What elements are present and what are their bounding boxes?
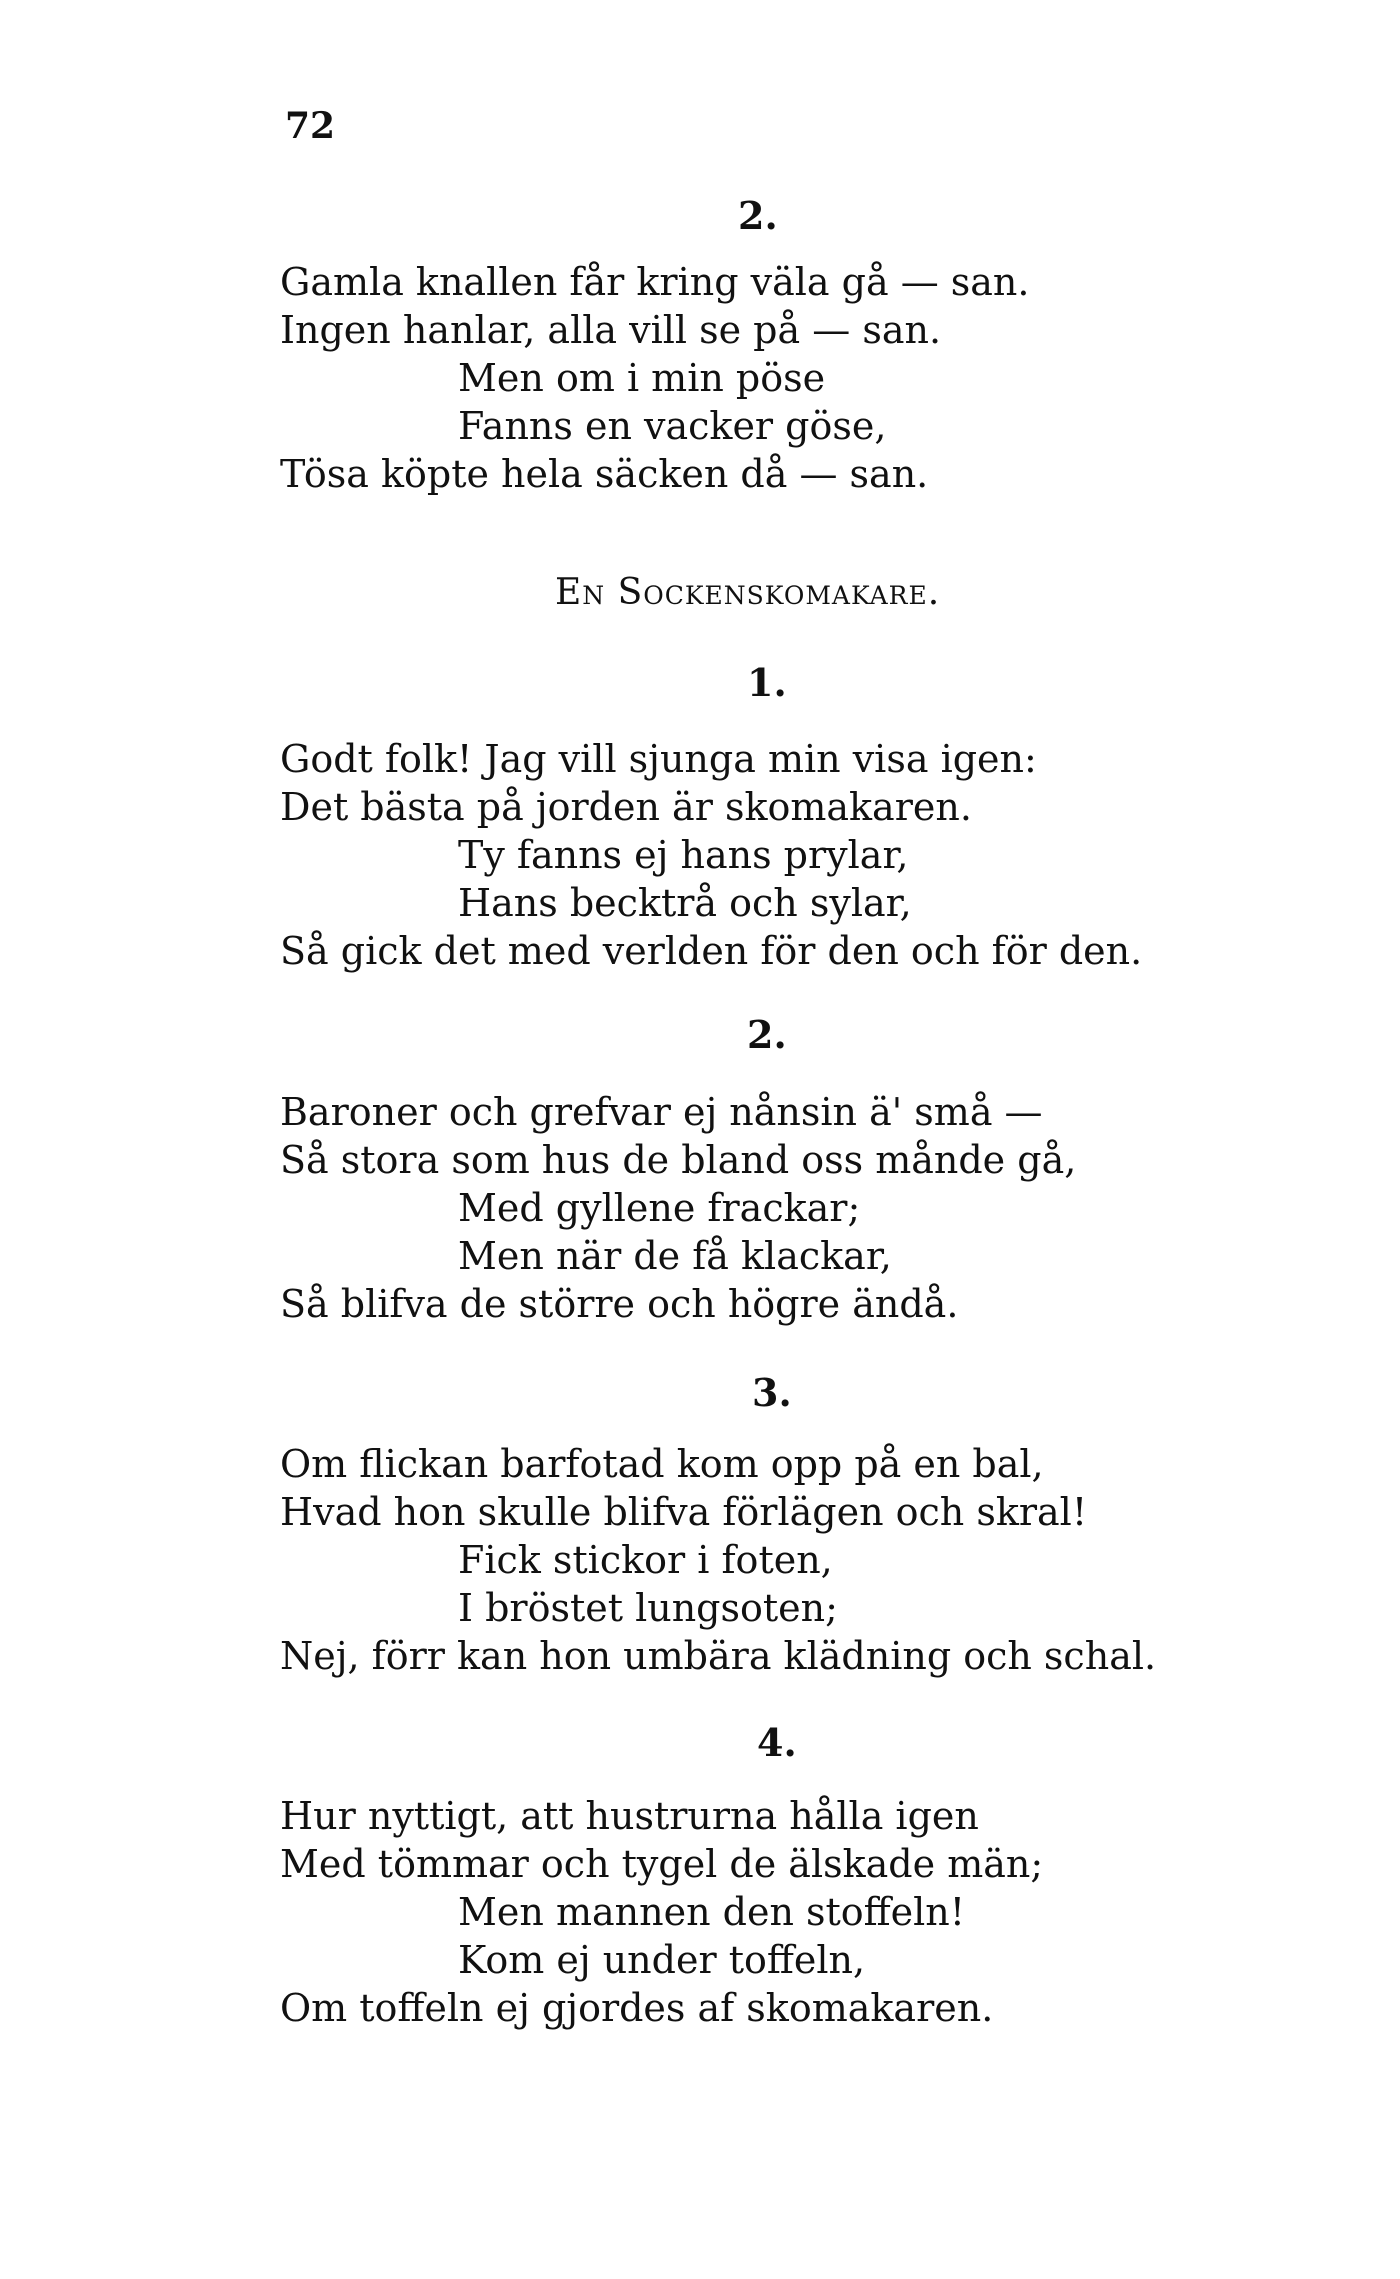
poem-title: En Sockenskomakare. [555, 572, 941, 613]
stanza-number: 1. [747, 660, 787, 705]
stanza [280, 258, 1029, 498]
verse-line: Men mannen den stoffeln! [458, 1890, 966, 1934]
stanza [280, 1440, 1156, 1680]
verse-line: Om toffeln ej gjordes af skomakaren. [280, 1986, 994, 2030]
verse-line: Tösa köpte hela säcken då — san. [280, 452, 929, 496]
verse-line: Godt folk! Jag vill sjunga min visa igen: [280, 737, 1037, 781]
verse-line: Fanns en vacker göse, [458, 404, 887, 448]
verse-line: Hvad hon skulle blifva förlägen och skral! [280, 1490, 1088, 1534]
verse-line: Men när de få klackar, [458, 1234, 892, 1278]
verse-line: Med gyllene frackar; [458, 1186, 861, 1230]
verse-line: I bröstet lungsoten; [458, 1586, 838, 1630]
stanza-number: 3. [752, 1370, 792, 1415]
verse-line: Kom ej under toffeln, [458, 1938, 866, 1982]
verse-line: Ty fanns ej hans prylar, [458, 833, 909, 877]
verse-line: Så gick det med verlden för den och för den. [280, 929, 1143, 973]
verse-line: Baroner och grefvar ej nånsin ä' små — [280, 1090, 1043, 1134]
verse-line: Nej, förr kan hon umbära klädning och schal. [280, 1634, 1157, 1678]
verse-line: Så stora som hus de bland oss månde gå, [280, 1138, 1077, 1182]
page-number: 72 [285, 105, 336, 147]
verse-line: Det bästa på jorden är skomakaren. [280, 785, 972, 829]
verse-line: Hans becktrå och sylar, [458, 881, 912, 925]
verse-line: Så blifva de större och högre ändå. [280, 1282, 959, 1326]
stanza [280, 735, 1142, 975]
verse-line: Fick stickor i foten, [458, 1538, 833, 1582]
verse-line: Gamla knallen får kring väla gå — san. [280, 260, 1030, 304]
stanza-number: 4. [757, 1720, 797, 1765]
stanza [280, 1088, 1076, 1328]
verse-line: Men om i min pöse [458, 356, 826, 400]
stanza-number: 2. [747, 1012, 787, 1057]
stanza [280, 1792, 1043, 2032]
verse-line: Om flickan barfotad kom opp på en bal, [280, 1442, 1044, 1486]
verse-line: Hur nyttigt, att hustrurna hålla igen [280, 1794, 979, 1838]
verse-line: Ingen hanlar, alla vill se på — san. [280, 308, 942, 352]
verse-line: Med tömmar och tygel de älskade män; [280, 1842, 1044, 1886]
stanza-number: 2. [738, 193, 778, 238]
